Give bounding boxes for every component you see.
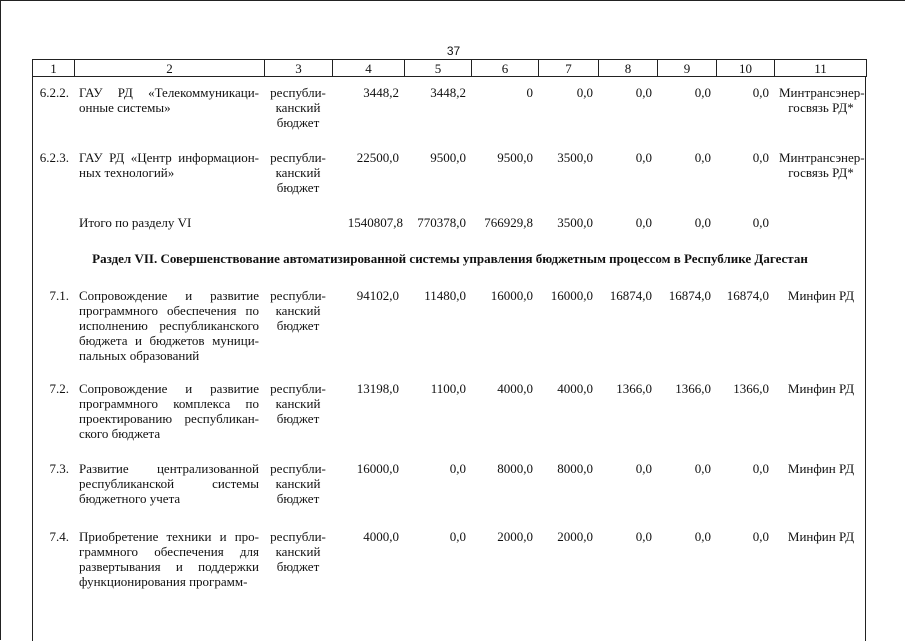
- row-name: ГАУ РД «Центр информацион-ных технологий»: [79, 150, 259, 180]
- table-body: [32, 77, 866, 641]
- row-value-total: 13198,0: [356, 381, 399, 396]
- row-value-5: 0,0: [449, 461, 466, 476]
- row-executor: Минфин РД: [787, 288, 855, 303]
- row-number: 7.4.: [49, 529, 69, 544]
- row-value-5: 11480,0: [424, 288, 466, 303]
- row-value-10: 16874,0: [726, 288, 769, 303]
- row-number: 6.2.3.: [39, 150, 69, 165]
- row-value-5: 0,0: [449, 529, 466, 544]
- row-value-6: 8000,0: [497, 461, 533, 476]
- row-value-total: 16000,0: [356, 461, 399, 476]
- row-name: Сопровождение и развитие программного комплекса по проектированию республикан-ского бюджета: [79, 381, 259, 441]
- row-source: республи-канский бюджет: [270, 85, 326, 130]
- row-name: Развитие централизованной республиканской системы бюджетного учета: [79, 461, 259, 506]
- row-value-5: 9500,0: [430, 150, 466, 165]
- row-value-10: 0,0: [752, 215, 769, 230]
- row-executor: Минтрансэнер-госвязь РД*: [779, 150, 865, 180]
- row-value-10: 0,0: [752, 85, 769, 100]
- section-title: Раздел VII. Совершенствование автоматизированной системы управления бюджетным процессом в Республике Дагестан: [92, 251, 808, 266]
- row-value-6: 2000,0: [497, 529, 533, 544]
- row-value-9: 0,0: [694, 529, 711, 544]
- row-value-9: 0,0: [694, 215, 711, 230]
- row-value-7: 3500,0: [557, 150, 593, 165]
- header-cell-3: 3: [265, 60, 333, 77]
- row-value-total: 22500,0: [356, 150, 399, 165]
- row-value-6: 766929,8: [484, 215, 533, 230]
- row-value-10: 0,0: [752, 150, 769, 165]
- row-value-total: 94102,0: [356, 288, 399, 303]
- row-executor: Минфин РД: [787, 529, 855, 544]
- header-cell-11: 11: [775, 60, 867, 77]
- row-value-6: 9500,0: [497, 150, 533, 165]
- row-value-7: 2000,0: [557, 529, 593, 544]
- row-value-total: 3448,2: [363, 85, 399, 100]
- row-value-6: 16000,0: [490, 288, 533, 303]
- row-name: Итого по разделу VI: [79, 215, 192, 230]
- header-cell-1: 1: [33, 60, 75, 77]
- row-value-10: 0,0: [752, 461, 769, 476]
- row-value-5: 3448,2: [430, 85, 466, 100]
- row-value-7: 4000,0: [557, 381, 593, 396]
- header-cell-9: 9: [658, 60, 717, 77]
- row-value-9: 0,0: [694, 85, 711, 100]
- row-source: республи-канский бюджет: [270, 461, 326, 506]
- row-value-total: 1540807,8: [347, 215, 403, 230]
- row-value-8: 0,0: [635, 461, 652, 476]
- row-value-6: 0: [526, 85, 533, 100]
- row-value-8: 16874,0: [609, 288, 652, 303]
- row-value-9: 1366,0: [675, 381, 711, 396]
- header-cell-6: 6: [472, 60, 539, 77]
- row-value-8: 0,0: [635, 215, 652, 230]
- row-name: ГАУ РД «Телекоммуникаци-онные системы»: [79, 85, 259, 115]
- row-number: 7.3.: [49, 461, 69, 476]
- row-value-8: 0,0: [635, 150, 652, 165]
- row-name: Сопровождение и развитие программного обеспечения по исполнению республиканского бюджета и бюджетов муници-пальных образований: [79, 288, 259, 363]
- row-number: 6.2.2.: [39, 85, 69, 100]
- row-value-total: 4000,0: [363, 529, 399, 544]
- row-value-7: 8000,0: [557, 461, 593, 476]
- row-number: 7.2.: [49, 381, 69, 396]
- row-value-7: 0,0: [576, 85, 593, 100]
- row-value-7: 16000,0: [550, 288, 593, 303]
- header-cell-8: 8: [599, 60, 658, 77]
- header-cell-5: 5: [405, 60, 472, 77]
- row-value-6: 4000,0: [497, 381, 533, 396]
- header-cell-4: 4: [333, 60, 405, 77]
- header-cell-10: 10: [717, 60, 775, 77]
- row-source: республи-канский бюджет: [270, 381, 326, 426]
- header-cell-2: 2: [75, 60, 265, 77]
- row-source: республи-канский бюджет: [270, 150, 326, 195]
- header-cell-7: 7: [539, 60, 599, 77]
- row-executor: Минтрансэнер-госвязь РД*: [779, 85, 865, 115]
- row-executor: Минфин РД: [787, 381, 855, 396]
- row-value-9: 0,0: [694, 461, 711, 476]
- row-value-8: 0,0: [635, 529, 652, 544]
- row-value-9: 16874,0: [668, 288, 711, 303]
- row-executor: Минфин РД: [787, 461, 855, 476]
- row-value-5: 770378,0: [417, 215, 466, 230]
- page-number: 37: [446, 44, 461, 58]
- row-value-7: 3500,0: [557, 215, 593, 230]
- row-value-10: 0,0: [752, 529, 769, 544]
- row-value-9: 0,0: [694, 150, 711, 165]
- column-number-header: [32, 59, 867, 77]
- row-value-8: 0,0: [635, 85, 652, 100]
- row-source: республи-канский бюджет: [270, 288, 326, 333]
- row-value-5: 1100,0: [430, 381, 466, 396]
- row-source: республи-канский бюджет: [270, 529, 326, 574]
- row-number: 7.1.: [49, 288, 69, 303]
- row-value-8: 1366,0: [616, 381, 652, 396]
- row-name: Приобретение техники и про-граммного обеспечения для развертывания и поддержки функционирования программ-: [79, 529, 259, 589]
- row-value-10: 1366,0: [733, 381, 769, 396]
